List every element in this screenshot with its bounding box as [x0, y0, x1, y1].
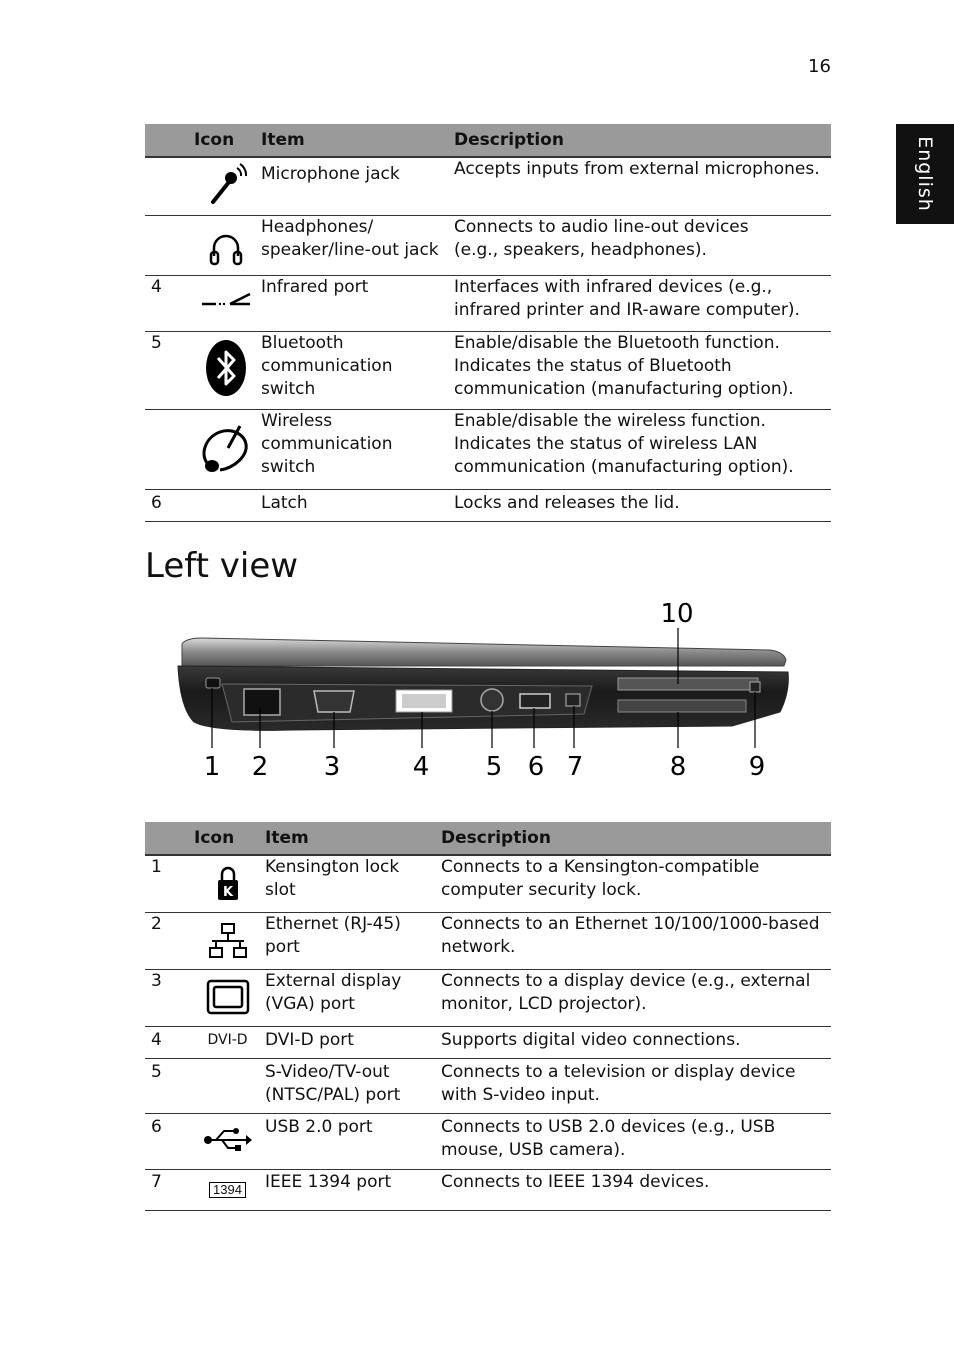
- table-row: Microphone jack Accepts inputs from external microphones.: [145, 157, 831, 216]
- callout-3: 3: [323, 752, 341, 782]
- table-row: 4 DVI-D DVI-D port Supports digital video connections.: [145, 1026, 831, 1058]
- callout-4: 4: [412, 752, 430, 782]
- section-title: Left view: [145, 546, 299, 586]
- table-row: 1 K Kensington lock slot Connects to a Kensington-compatible computer security lock.: [145, 855, 831, 912]
- table-header: [145, 124, 831, 157]
- page-number: 16: [808, 56, 831, 77]
- table-row: 3 External display (VGA) port Connects to a display device (e.g., external monitor, LCD projector).: [145, 969, 831, 1026]
- microphone-icon: [190, 157, 261, 216]
- table-row: Headphones/ speaker/line-out jack Connects to audio line-out devices (e.g., speakers, headphones).: [145, 216, 831, 276]
- item-header: Item: [261, 124, 454, 157]
- ieee-1394-icon: 1394: [209, 1182, 246, 1198]
- kensington-lock-icon: [190, 855, 265, 912]
- infrared-icon: [190, 276, 261, 332]
- icon-header: Icon: [190, 124, 261, 157]
- callout-5: 5: [485, 752, 503, 782]
- description-header: Description: [441, 822, 831, 855]
- headphones-icon: [190, 216, 261, 276]
- table-row: 6 USB 2.0 port Connects to USB 2.0 devices (e.g., USB mouse, USB camera).: [145, 1113, 831, 1169]
- table-row: 2 Ethernet (RJ-45) port Connects to an Ethernet 10/100/1000-based network.: [145, 912, 831, 969]
- components-table-top: [145, 124, 831, 522]
- ethernet-icon: [190, 912, 265, 969]
- table-row: 4 Infrared port Interfaces with infrared devices (e.g., infrared printer and IR-aware computer).: [145, 276, 831, 332]
- callout-1: 1: [203, 752, 221, 782]
- callout-7: 7: [566, 752, 584, 782]
- language-tab: English: [896, 124, 954, 224]
- table-row: Wireless communication switch Enable/disable the wireless function. Indicates the status of wireless LAN communication (manufacturing option).: [145, 410, 831, 490]
- callout-6: 6: [527, 752, 545, 782]
- laptop-left-view-figure: [172, 596, 796, 796]
- svg-text:K: K: [222, 885, 233, 900]
- callout-2: 2: [251, 752, 269, 782]
- callout-10: 10: [660, 599, 694, 629]
- description-header: Description: [454, 124, 831, 157]
- display-icon: [190, 969, 265, 1026]
- table-row: 5 Bluetooth communication switch Enable/disable the Bluetooth function. Indicates the status of Bluetooth communication (manufacturing option).: [145, 332, 831, 410]
- wireless-icon: [190, 410, 261, 490]
- table-row: 7 1394 IEEE 1394 port Connects to IEEE 1394 devices.: [145, 1169, 831, 1210]
- callout-8: 8: [669, 752, 687, 782]
- table-header: [145, 822, 831, 855]
- table-row: 5 S-Video/TV-out (NTSC/PAL) port Connects to a television or display device with S-video input.: [145, 1058, 831, 1113]
- callout-9: 9: [748, 752, 766, 782]
- usb-icon: [190, 1113, 265, 1169]
- table-row: 6 Latch Locks and releases the lid.: [145, 490, 831, 522]
- bluetooth-icon: [190, 332, 261, 410]
- dvi-d-icon: DVI-D: [190, 1026, 265, 1058]
- item-header: Item: [265, 822, 441, 855]
- components-table-bottom: [145, 822, 831, 1211]
- icon-header: Icon: [190, 822, 265, 855]
